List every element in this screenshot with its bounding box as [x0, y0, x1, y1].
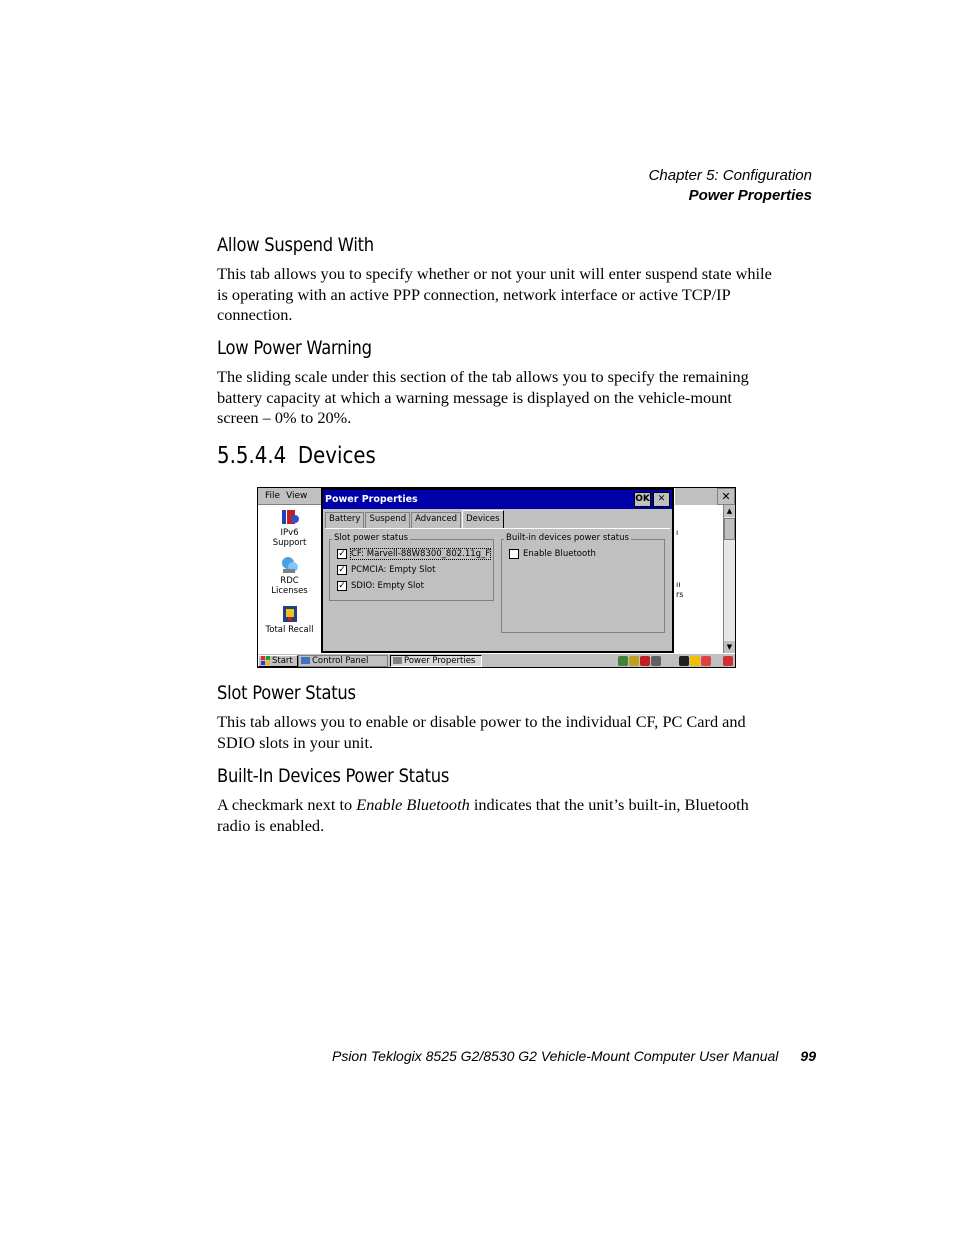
- power-icon[interactable]: [690, 656, 700, 666]
- section-heading-devices: [217, 443, 376, 469]
- checkbox-label: CF: Marvell-88W8300_802.11g_F: [351, 549, 491, 559]
- total-recall-icon: [280, 604, 300, 624]
- background-text: ı: [676, 528, 679, 537]
- menu-file[interactable]: File: [265, 491, 281, 501]
- keyboard-icon[interactable]: [651, 656, 661, 666]
- text-run: indicates that the unit’s built-in, Bluetooth radio is enabled.: [217, 795, 749, 835]
- bluetooth-icon[interactable]: [629, 656, 639, 666]
- ipv6-icon: [280, 507, 300, 527]
- scroll-thumb[interactable]: [724, 518, 735, 540]
- slot-sdio-checkbox[interactable]: [337, 581, 424, 591]
- network-icon[interactable]: [618, 656, 628, 666]
- background-text: ıı: [676, 580, 681, 589]
- tab-advanced[interactable]: Advanced: [411, 512, 461, 528]
- windows-logo-icon: [261, 656, 270, 665]
- slot-cf-checkbox[interactable]: [337, 549, 490, 559]
- total-recall-item[interactable]: [258, 604, 321, 635]
- taskbar: [258, 653, 735, 667]
- ipv6-support-item[interactable]: [258, 507, 321, 548]
- icon-label: Total Recall: [265, 625, 314, 635]
- control-panel-icon: [301, 656, 310, 665]
- scroll-up-icon[interactable]: ▲: [724, 505, 735, 517]
- dialog-titlebar: [323, 490, 672, 509]
- background-text: rs: [676, 590, 684, 599]
- checkbox-box[interactable]: ✓: [338, 565, 346, 575]
- taskbar-control-panel[interactable]: [298, 655, 388, 667]
- footer-title: Psion Teklogix 8525 G2/8530 G2 Vehicle-Mount Computer User Manual: [331, 1048, 779, 1064]
- enable-bluetooth-checkbox[interactable]: [509, 549, 596, 559]
- dialog-title: Power Properties: [325, 494, 418, 505]
- devices-tab-panel: [325, 528, 670, 650]
- outer-close-button[interactable]: ✕: [717, 488, 735, 505]
- paragraph-slot-power-status: This tab allows you to enable or disable power to the individual CF, PC Card and SDIO slots in your unit.: [217, 712, 746, 752]
- heading-low-power-warning: Low Power Warning: [217, 337, 372, 359]
- icon-label: IPv6: [280, 528, 299, 538]
- section-title: Devices: [297, 443, 376, 469]
- rdc-licenses-item[interactable]: [258, 555, 321, 596]
- heading-allow-suspend-with: Allow Suspend With: [217, 234, 374, 256]
- tray-spacer: [712, 656, 722, 666]
- checkbox-label: Enable Bluetooth: [523, 549, 596, 559]
- builtin-devices-power-status-group: [501, 533, 665, 633]
- vertical-scrollbar[interactable]: [723, 505, 735, 653]
- group-title: Built-in devices power status: [506, 533, 629, 543]
- emphasis-enable-bluetooth: Enable Bluetooth: [356, 795, 470, 814]
- alert-icon[interactable]: [701, 656, 711, 666]
- paragraph-built-in-devices-power-status: [217, 795, 777, 836]
- page-number: 99: [800, 1048, 816, 1064]
- scroll-down-icon[interactable]: ▼: [724, 641, 735, 653]
- start-button[interactable]: [258, 655, 298, 667]
- checkbox-label: SDIO: Empty Slot: [351, 581, 424, 591]
- menu-bar: [258, 488, 321, 505]
- devices-tab-screenshot: [257, 487, 736, 668]
- running-header-chapter: Chapter 5: Configuration: [648, 167, 812, 184]
- signal-icon[interactable]: [640, 656, 650, 666]
- icon-label: Licenses: [271, 586, 308, 596]
- start-label: Start: [272, 655, 293, 666]
- slot-power-status-group: [329, 533, 494, 601]
- tray-spacer: [662, 656, 678, 666]
- taskbar-label: Power Properties: [404, 655, 476, 666]
- checkbox-box[interactable]: [509, 549, 519, 559]
- page-footer: [0, 1048, 816, 1064]
- taskbar-power-properties[interactable]: [390, 655, 482, 667]
- checkbox-box[interactable]: ✓: [338, 581, 346, 591]
- menu-view[interactable]: View: [286, 491, 308, 501]
- control-panel-icons: [258, 505, 321, 653]
- tab-devices[interactable]: Devices: [462, 510, 504, 528]
- text-run: A checkmark next to: [217, 795, 357, 814]
- outer-window-titlebar: [675, 488, 717, 505]
- tab-strip: [325, 512, 505, 528]
- icon-label: Support: [272, 538, 307, 548]
- paragraph-low-power-warning: The sliding scale under this section of the tab allows you to specify the remaining battery capacity at which a warning message is displayed on the vehicle-mount screen – 0% to 20%.: [217, 367, 749, 427]
- group-title: Slot power status: [334, 533, 409, 543]
- close-icon[interactable]: ✕: [653, 492, 670, 507]
- heading-slot-power-status: Slot Power Status: [217, 682, 356, 704]
- stylus-icon[interactable]: [723, 656, 733, 666]
- power-properties-icon: [393, 656, 402, 665]
- icon-label: RDC: [280, 576, 299, 586]
- running-header-section: Power Properties: [688, 187, 812, 204]
- taskbar-label: Control Panel: [312, 655, 369, 666]
- checkbox-label: PCMCIA: Empty Slot: [351, 565, 436, 575]
- battery-icon[interactable]: [679, 656, 689, 666]
- section-number: 5.5.4.4: [217, 443, 287, 469]
- tab-battery[interactable]: Battery: [325, 512, 364, 528]
- checkbox-box[interactable]: ✓: [338, 549, 346, 559]
- heading-built-in-devices-power-status: Built-In Devices Power Status: [217, 765, 450, 787]
- slot-pcmcia-checkbox[interactable]: [337, 565, 435, 575]
- paragraph-allow-suspend-with: This tab allows you to specify whether or not your unit will enter suspend state while is operating with an active PPP connection, network interface or active TCP/IP connection.: [217, 264, 772, 324]
- rdc-licenses-icon: [280, 555, 300, 575]
- power-properties-dialog: [321, 488, 674, 653]
- system-tray: [618, 656, 735, 666]
- ok-button[interactable]: OK: [634, 492, 651, 507]
- tab-suspend[interactable]: Suspend: [365, 512, 410, 528]
